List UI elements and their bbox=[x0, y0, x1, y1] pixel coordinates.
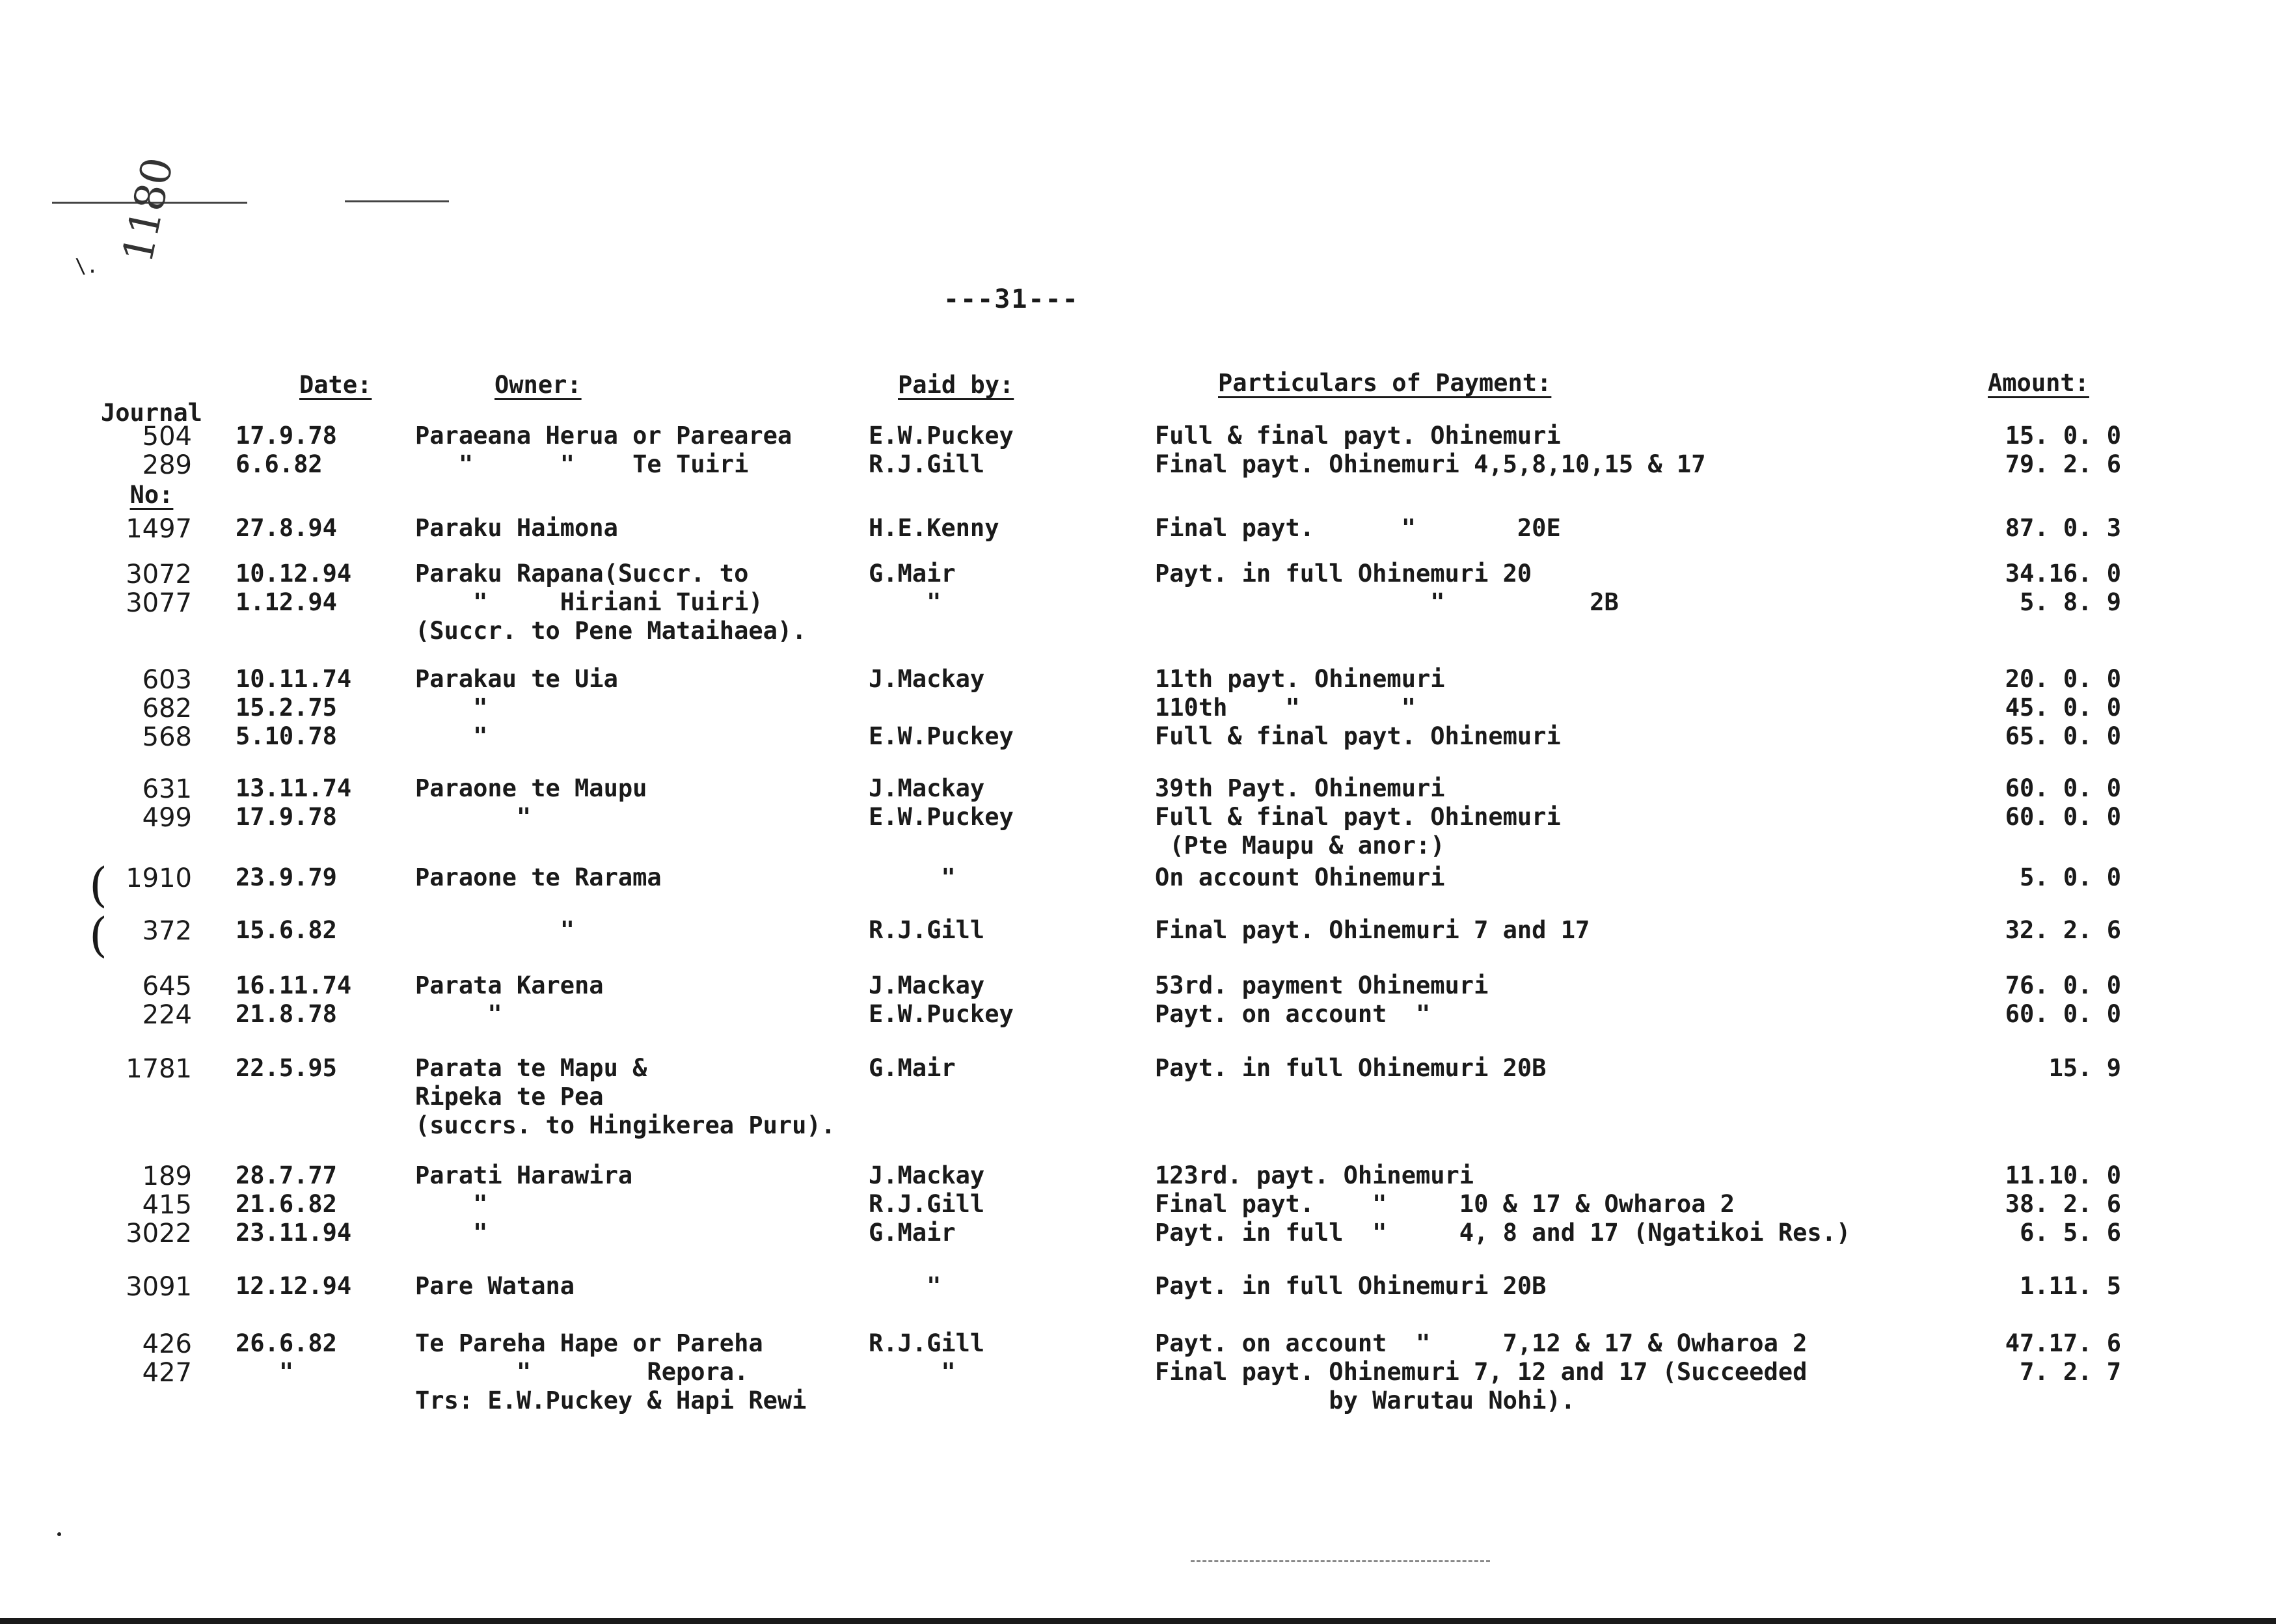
paid-by: " bbox=[869, 1358, 956, 1386]
entry-date: " bbox=[236, 1358, 294, 1386]
header-journal-line2: No: bbox=[129, 481, 174, 509]
ledger-row bbox=[0, 560, 2276, 588]
owner-name: Parati Harawira bbox=[415, 1161, 633, 1189]
payment-particulars: Final payt. Ohinemuri 7 and 17 bbox=[1155, 916, 1590, 944]
payment-amount: 11.10. 0 bbox=[2005, 1161, 2121, 1189]
payment-amount: 5. 0. 0 bbox=[2020, 863, 2121, 891]
payment-particulars: 110th " " bbox=[1155, 694, 1416, 722]
journal-number: 603 bbox=[142, 665, 192, 695]
payment-particulars: Final payt. Ohinemuri 7, 12 and 17 (Succeeded bbox=[1155, 1358, 1808, 1386]
journal-number: 682 bbox=[142, 694, 192, 724]
ledger-row bbox=[0, 916, 2276, 945]
bracket-mark: ( bbox=[89, 908, 108, 962]
payment-particulars: Payt. on account " 7,12 & 17 & Owharoa 2 bbox=[1155, 1329, 1808, 1357]
ledger-row bbox=[0, 617, 2276, 645]
owner-name: " bbox=[415, 1190, 488, 1218]
ledger-row bbox=[0, 971, 2276, 1000]
paid-by: R.J.Gill bbox=[869, 1329, 985, 1357]
paid-by: G.Mair bbox=[869, 560, 956, 588]
entry-group bbox=[0, 560, 2276, 645]
journal-number: 3077 bbox=[126, 588, 192, 618]
journal-number: 189 bbox=[142, 1161, 192, 1191]
paid-by: J.Mackay bbox=[869, 971, 985, 999]
payment-amount: 20. 0. 0 bbox=[2005, 665, 2121, 693]
owner-name: Ripeka te Pea bbox=[415, 1083, 604, 1111]
ledger-row bbox=[0, 450, 2276, 479]
ledger-row bbox=[0, 863, 2276, 892]
payment-particulars: " 2B bbox=[1155, 588, 1619, 616]
margin-tick: \. bbox=[75, 255, 99, 278]
paid-by: E.W.Puckey bbox=[869, 803, 1014, 831]
owner-name: Paraku Haimona bbox=[415, 514, 618, 542]
owner-name: Trs: E.W.Puckey & Hapi Rewi bbox=[415, 1387, 807, 1414]
owner-name: " bbox=[415, 694, 488, 722]
payment-particulars: Final payt. " 10 & 17 & Owharoa 2 bbox=[1155, 1190, 1735, 1218]
header-date: Date: bbox=[299, 371, 372, 399]
owner-name: Pare Watana bbox=[415, 1272, 575, 1300]
paid-by: " bbox=[869, 1272, 942, 1300]
payment-particulars: Final payt. Ohinemuri 4,5,8,10,15 & 17 bbox=[1155, 450, 1706, 478]
owner-name: Te Pareha Hape or Pareha bbox=[415, 1329, 763, 1357]
entry-date: 22.5.95 bbox=[236, 1054, 337, 1082]
ledger-row bbox=[0, 832, 2276, 860]
owner-name: " bbox=[415, 1000, 502, 1028]
entry-date: 21.8.78 bbox=[236, 1000, 337, 1028]
entry-date: 17.9.78 bbox=[236, 422, 337, 450]
journal-number: 3091 bbox=[126, 1272, 192, 1302]
ledger-row bbox=[0, 1358, 2276, 1387]
journal-number: 372 bbox=[142, 916, 192, 946]
entry-date: 26.6.82 bbox=[236, 1329, 337, 1357]
entry-date: 13.11.74 bbox=[236, 774, 352, 802]
entry-date: 28.7.77 bbox=[236, 1161, 337, 1189]
entry-date: 15.2.75 bbox=[236, 694, 337, 722]
entry-date: 10.12.94 bbox=[236, 560, 352, 588]
entry-date: 1.12.94 bbox=[236, 588, 337, 616]
payment-particulars: Full & final payt. Ohinemuri bbox=[1155, 722, 1561, 750]
owner-name: Parata Karena bbox=[415, 971, 604, 999]
payment-particulars: Full & final payt. Ohinemuri bbox=[1155, 422, 1561, 450]
payment-particulars: Payt. in full Ohinemuri 20 bbox=[1155, 560, 1532, 588]
paid-by: E.W.Puckey bbox=[869, 422, 1014, 450]
entry-group bbox=[0, 1272, 2276, 1301]
payment-particulars: Payt. on account " bbox=[1155, 1000, 1431, 1028]
payment-amount: 60. 0. 0 bbox=[2005, 1000, 2121, 1028]
journal-number: 504 bbox=[142, 422, 192, 452]
payment-particulars: On account Ohinemuri bbox=[1155, 863, 1445, 891]
entry-group bbox=[0, 1054, 2276, 1140]
payment-amount: 65. 0. 0 bbox=[2005, 722, 2121, 750]
ledger-row bbox=[0, 1387, 2276, 1415]
owner-name: " bbox=[415, 916, 575, 944]
paid-by: E.W.Puckey bbox=[869, 722, 1014, 750]
owner-name: Parata te Mapu & bbox=[415, 1054, 647, 1082]
header-owner: Owner: bbox=[494, 371, 582, 399]
journal-number: 1497 bbox=[126, 514, 192, 544]
payment-particulars: 123rd. payt. Ohinemuri bbox=[1155, 1161, 1474, 1189]
ledger-row bbox=[0, 774, 2276, 803]
journal-number: 3022 bbox=[126, 1219, 192, 1249]
header-amount: Amount: bbox=[1988, 369, 2089, 397]
payment-particulars: Payt. in full " 4, 8 and 17 (Ngatikoi Res.) bbox=[1155, 1219, 1851, 1247]
scan-speck bbox=[57, 1532, 61, 1536]
ledger-row bbox=[0, 694, 2276, 722]
journal-number: 568 bbox=[142, 722, 192, 752]
paid-by: J.Mackay bbox=[869, 1161, 985, 1189]
payment-particulars: Payt. in full Ohinemuri 20B bbox=[1155, 1272, 1547, 1300]
payment-particulars: (Pte Maupu & anor:) bbox=[1155, 832, 1445, 859]
entry-date: 12.12.94 bbox=[236, 1272, 352, 1300]
paid-by: H.E.Kenny bbox=[869, 514, 999, 542]
payment-amount: 1.11. 5 bbox=[2020, 1272, 2121, 1300]
header-particulars: Particulars of Payment: bbox=[1218, 369, 1552, 397]
owner-name: " bbox=[415, 1219, 488, 1247]
entry-group bbox=[0, 1329, 2276, 1415]
paid-by: R.J.Gill bbox=[869, 916, 985, 944]
owner-name: Paraeana Herua or Parearea bbox=[415, 422, 793, 450]
entry-date: 16.11.74 bbox=[236, 971, 352, 999]
payment-amount: 60. 0. 0 bbox=[2005, 803, 2121, 831]
page-number: ---31--- bbox=[943, 284, 1079, 314]
journal-number: 427 bbox=[142, 1358, 192, 1388]
journal-number: 1781 bbox=[126, 1054, 192, 1084]
entry-date: 10.11.74 bbox=[236, 665, 352, 693]
payment-particulars: 39th Payt. Ohinemuri bbox=[1155, 774, 1445, 802]
owner-name: Paraku Rapana(Succr. to bbox=[415, 560, 749, 588]
ledger-row bbox=[0, 1272, 2276, 1301]
payment-amount: 15. 9 bbox=[2048, 1054, 2121, 1082]
paid-by: G.Mair bbox=[869, 1054, 956, 1082]
entry-group bbox=[0, 422, 2276, 479]
payment-amount: 7. 2. 7 bbox=[2020, 1358, 2121, 1386]
payment-amount: 32. 2. 6 bbox=[2005, 916, 2121, 944]
paid-by: E.W.Puckey bbox=[869, 1000, 1014, 1028]
payment-particulars: 11th payt. Ohinemuri bbox=[1155, 665, 1445, 693]
ledger-row bbox=[0, 1054, 2276, 1083]
bracket-mark: ( bbox=[89, 858, 108, 912]
ledger-row bbox=[0, 722, 2276, 751]
payment-amount: 45. 0. 0 bbox=[2005, 694, 2121, 722]
payment-amount: 38. 2. 6 bbox=[2005, 1190, 2121, 1218]
payment-particulars: Payt. in full Ohinemuri 20B bbox=[1155, 1054, 1547, 1082]
scan-bottom-edge bbox=[0, 1618, 2276, 1624]
owner-name: " bbox=[415, 803, 532, 831]
paid-by: J.Mackay bbox=[869, 774, 985, 802]
ledger-row bbox=[0, 514, 2276, 543]
payment-particulars: Final payt. " 20E bbox=[1155, 514, 1561, 542]
journal-number: 499 bbox=[142, 803, 192, 833]
ledger-row bbox=[0, 1111, 2276, 1140]
owner-name: " Hiriani Tuiri) bbox=[415, 588, 763, 616]
journal-number: 631 bbox=[142, 774, 192, 804]
paid-by: " bbox=[869, 588, 942, 616]
paid-by: R.J.Gill bbox=[869, 450, 985, 478]
entry-date: 23.9.79 bbox=[236, 863, 337, 891]
payment-amount: 15. 0. 0 bbox=[2005, 422, 2121, 450]
header-paid-by: Paid by: bbox=[898, 371, 1014, 399]
entry-group bbox=[0, 774, 2276, 860]
ledger-row bbox=[0, 588, 2276, 617]
payment-amount: 60. 0. 0 bbox=[2005, 774, 2121, 802]
entry-date: 15.6.82 bbox=[236, 916, 337, 944]
entry-group bbox=[0, 665, 2276, 751]
entry-date: 23.11.94 bbox=[236, 1219, 352, 1247]
owner-name: Paraone te Rarama bbox=[415, 863, 662, 891]
header-journal-line1: Journal bbox=[101, 399, 202, 427]
entry-group bbox=[0, 863, 2276, 892]
journal-number: 224 bbox=[142, 1000, 192, 1030]
payment-amount: 47.17. 6 bbox=[2005, 1329, 2121, 1357]
ledger-row bbox=[0, 1000, 2276, 1029]
owner-name: (succrs. to Hingikerea Puru). bbox=[415, 1111, 836, 1139]
payment-particulars: by Warutau Nohi). bbox=[1155, 1387, 1576, 1414]
entry-group bbox=[0, 971, 2276, 1029]
payment-amount: 76. 0. 0 bbox=[2005, 971, 2121, 999]
owner-name: " " Te Tuiri bbox=[415, 450, 749, 478]
journal-number: 645 bbox=[142, 971, 192, 1001]
ledger-row bbox=[0, 422, 2276, 450]
owner-name: Parakau te Uia bbox=[415, 665, 618, 693]
entry-date: 17.9.78 bbox=[236, 803, 337, 831]
ledger-row bbox=[0, 665, 2276, 694]
payment-particulars: Full & final payt. Ohinemuri bbox=[1155, 803, 1561, 831]
payment-amount: 87. 0. 3 bbox=[2005, 514, 2121, 542]
payment-amount: 79. 2. 6 bbox=[2005, 450, 2121, 478]
payment-amount: 5. 8. 9 bbox=[2020, 588, 2121, 616]
paid-by: R.J.Gill bbox=[869, 1190, 985, 1218]
payment-amount: 6. 5. 6 bbox=[2020, 1219, 2121, 1247]
entry-date: 21.6.82 bbox=[236, 1190, 337, 1218]
entry-date: 6.6.82 bbox=[236, 450, 323, 478]
payment-particulars: 53rd. payment Ohinemuri bbox=[1155, 971, 1489, 999]
ledger-row bbox=[0, 1329, 2276, 1358]
ledger-row bbox=[0, 1190, 2276, 1219]
entry-group bbox=[0, 514, 2276, 543]
entry-group bbox=[0, 1161, 2276, 1247]
journal-number: 415 bbox=[142, 1190, 192, 1220]
owner-name: Paraone te Maupu bbox=[415, 774, 647, 802]
paid-by: " bbox=[869, 863, 956, 891]
owner-name: (Succr. to Pene Mataihaea). bbox=[415, 617, 807, 645]
ledger-row bbox=[0, 1219, 2276, 1247]
entry-date: 5.10.78 bbox=[236, 722, 337, 750]
entry-date: 27.8.94 bbox=[236, 514, 337, 542]
ledger-row bbox=[0, 803, 2276, 832]
margin-handwritten-note: 1180 bbox=[114, 153, 183, 267]
journal-number: 3072 bbox=[126, 560, 192, 589]
journal-number: 1910 bbox=[126, 863, 192, 893]
paid-by: J.Mackay bbox=[869, 665, 985, 693]
scan-rule-bottom bbox=[1191, 1560, 1490, 1562]
journal-number: 289 bbox=[142, 450, 192, 480]
owner-name: " Repora. bbox=[415, 1358, 749, 1386]
owner-name: " bbox=[415, 722, 488, 750]
ledger-row bbox=[0, 1161, 2276, 1190]
ledger-row bbox=[0, 1083, 2276, 1111]
payment-amount: 34.16. 0 bbox=[2005, 560, 2121, 588]
entry-group bbox=[0, 916, 2276, 945]
journal-number: 426 bbox=[142, 1329, 192, 1359]
paid-by: G.Mair bbox=[869, 1219, 956, 1247]
